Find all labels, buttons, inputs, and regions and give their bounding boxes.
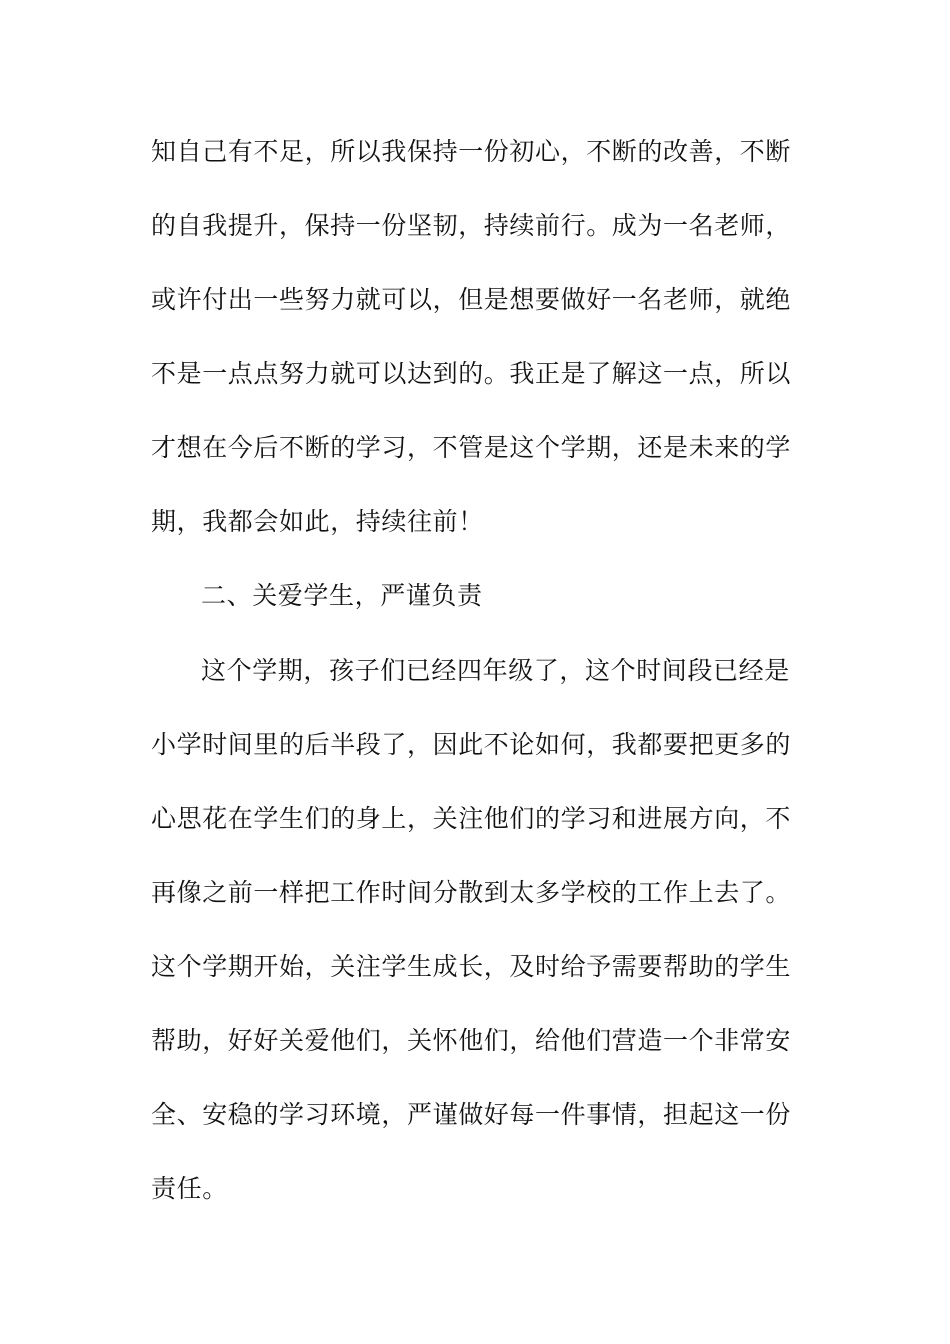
body-text-line: 或许付出一些努力就可以，但是想要做好一名老师，就绝 <box>151 285 792 314</box>
body-text-line: 全、安稳的学习环境，严谨做好每一件事情，担起这一份 <box>151 1100 792 1129</box>
section-heading: 二、关爱学生，严谨负责 <box>201 581 483 610</box>
body-text-line: 不是一点点努力就可以达到的。我正是了解这一点，所以 <box>151 359 792 388</box>
body-text-line: 小学时间里的后半段了，因此不论如何，我都要把更多的 <box>151 730 792 759</box>
body-text-line: 责任。 <box>151 1174 228 1203</box>
body-text-line: 期，我都会如此，持续往前！ <box>151 507 484 536</box>
body-text-line: 心思花在学生们的身上，关注他们的学习和进展方向，不 <box>151 804 792 833</box>
body-text-line: 再像之前一样把工作时间分散到太多学校的工作上去了。 <box>151 878 792 907</box>
body-text-line: 这个学期开始，关注学生成长，及时给予需要帮助的学生 <box>151 952 792 981</box>
body-text-line: 才想在今后不断的学习，不管是这个学期，还是未来的学 <box>151 433 792 462</box>
body-text-line: 知自己有不足，所以我保持一份初心，不断的改善，不断 <box>151 137 792 166</box>
body-text-line: 帮助，好好关爱他们，关怀他们，给他们营造一个非常安 <box>151 1026 792 1055</box>
body-text-line: 的自我提升，保持一份坚韧，持续前行。成为一名老师， <box>151 211 792 240</box>
paragraph-first-line: 这个学期，孩子们已经四年级了，这个时间段已经是 <box>201 656 790 685</box>
